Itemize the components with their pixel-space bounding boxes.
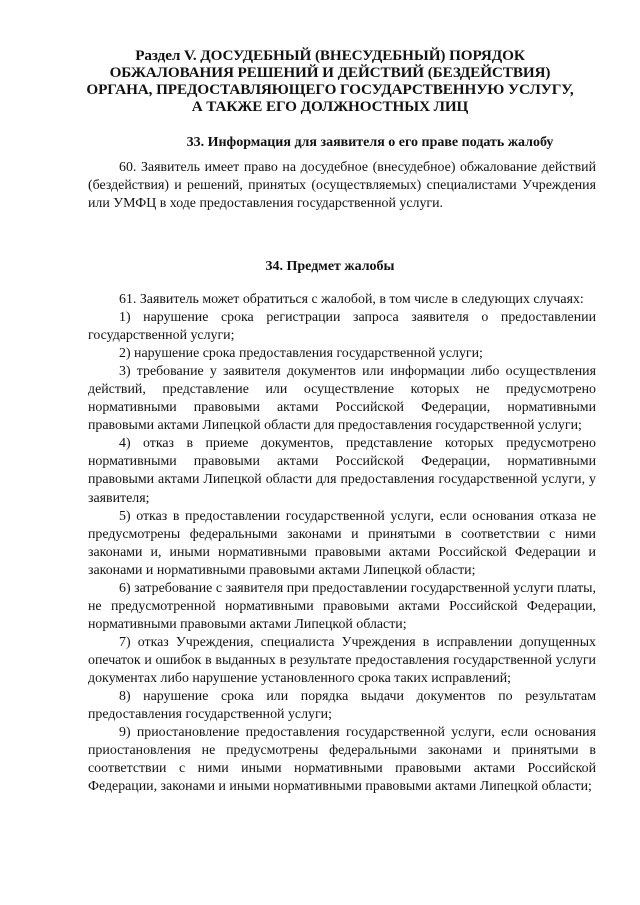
list-item-6: 6) затребование с заявителя при предоставлении государственной услуги платы, не предусмотренной нормативными правовыми актами Российской Федерации, нормативными правовыми актами Липецкой области; (88, 580, 596, 632)
section-title-line: Раздел V. ДОСУДЕБНЫЙ (ВНЕСУДЕБНЫЙ) ПОРЯДОК (135, 47, 525, 64)
list-item-1: 1) нарушение срока регистрации запроса заявителя о предоставлении государственной услуги; (88, 310, 596, 344)
list-item-3: 3) требование у заявителя документов или информации либо осуществления действий, представление или осуществление которых не предусмотрено нормативными правовыми актами Российской Федерации, нормативными правовыми актами Липецкой области для предоставления государственной услуги; (88, 364, 596, 434)
subsection-33-body (88, 159, 596, 213)
section-title (80, 47, 580, 115)
list-item-9: 9) приостановление предоставления государственной услуги, если основания приостановления не предусмотрены федеральными законами и принятыми в соответствии с ними иными нормативными правовыми актами Российской Федерации, законами и иными нормативными правовыми актами Липецкой области; (88, 725, 596, 795)
paragraph-61: 61. Заявитель может обратиться с жалобой, в том числе в следующих случаях: (119, 292, 584, 307)
list-item-7: 7) отказ Учреждения, специалиста Учреждения в исправлении допущенных опечаток и ошибок в выданных в результате предоставления государственной услуги документах либо нарушение установленного срока таких исправлений; (88, 634, 596, 686)
list-item-4: 4) отказ в приеме документов, представление которых предусмотрено нормативными правовыми актами Российской Федерации, нормативными правовыми актами Липецкой области для предоставления государственной услуги, у заявителя; (88, 436, 596, 506)
section-title-line: ОБЖАЛОВАНИЯ РЕШЕНИЙ И ДЕЙСТВИЙ (БЕЗДЕЙСТВИЯ) (109, 64, 551, 81)
subsection-34-heading: 34. Предмет жалобы (265, 259, 395, 274)
list-item-5: 5) отказ в предоставлении государственной услуги, если основания отказа не предусмотрены федеральными законами и принятыми в соответствии с ними законами и, иными нормативными правовыми актами Российской Федерации и законами и нормативными правовыми актами Липецкой области; (88, 508, 596, 578)
list-item-2: 2) нарушение срока предоставления государственной услуги; (119, 346, 483, 362)
section-title-line: А ТАКЖЕ ЕГО ДОЛЖНОСТНЫХ ЛИЦ (191, 98, 469, 115)
list-item-8: 8) нарушение срока или порядка выдачи документов по результатам предоставления государственной услуги; (88, 689, 596, 723)
paragraph-60: 60. Заявитель имеет право на досудебное (внесудебное) обжалование действий (бездействия) и решений, принятых (осуществляемых) специалистами Учреждения или УМФЦ в ходе предоставления государственной услуги. (88, 160, 596, 212)
subsection-34-body (88, 291, 596, 796)
section-title-line: ОРГАНА, ПРЕДОСТАВЛЯЮЩЕГО ГОСУДАРСТВЕННУЮ УСЛУГУ, (86, 81, 574, 98)
subsection-33-heading: 33. Информация для заявителя о его праве подать жалобу (186, 135, 554, 150)
